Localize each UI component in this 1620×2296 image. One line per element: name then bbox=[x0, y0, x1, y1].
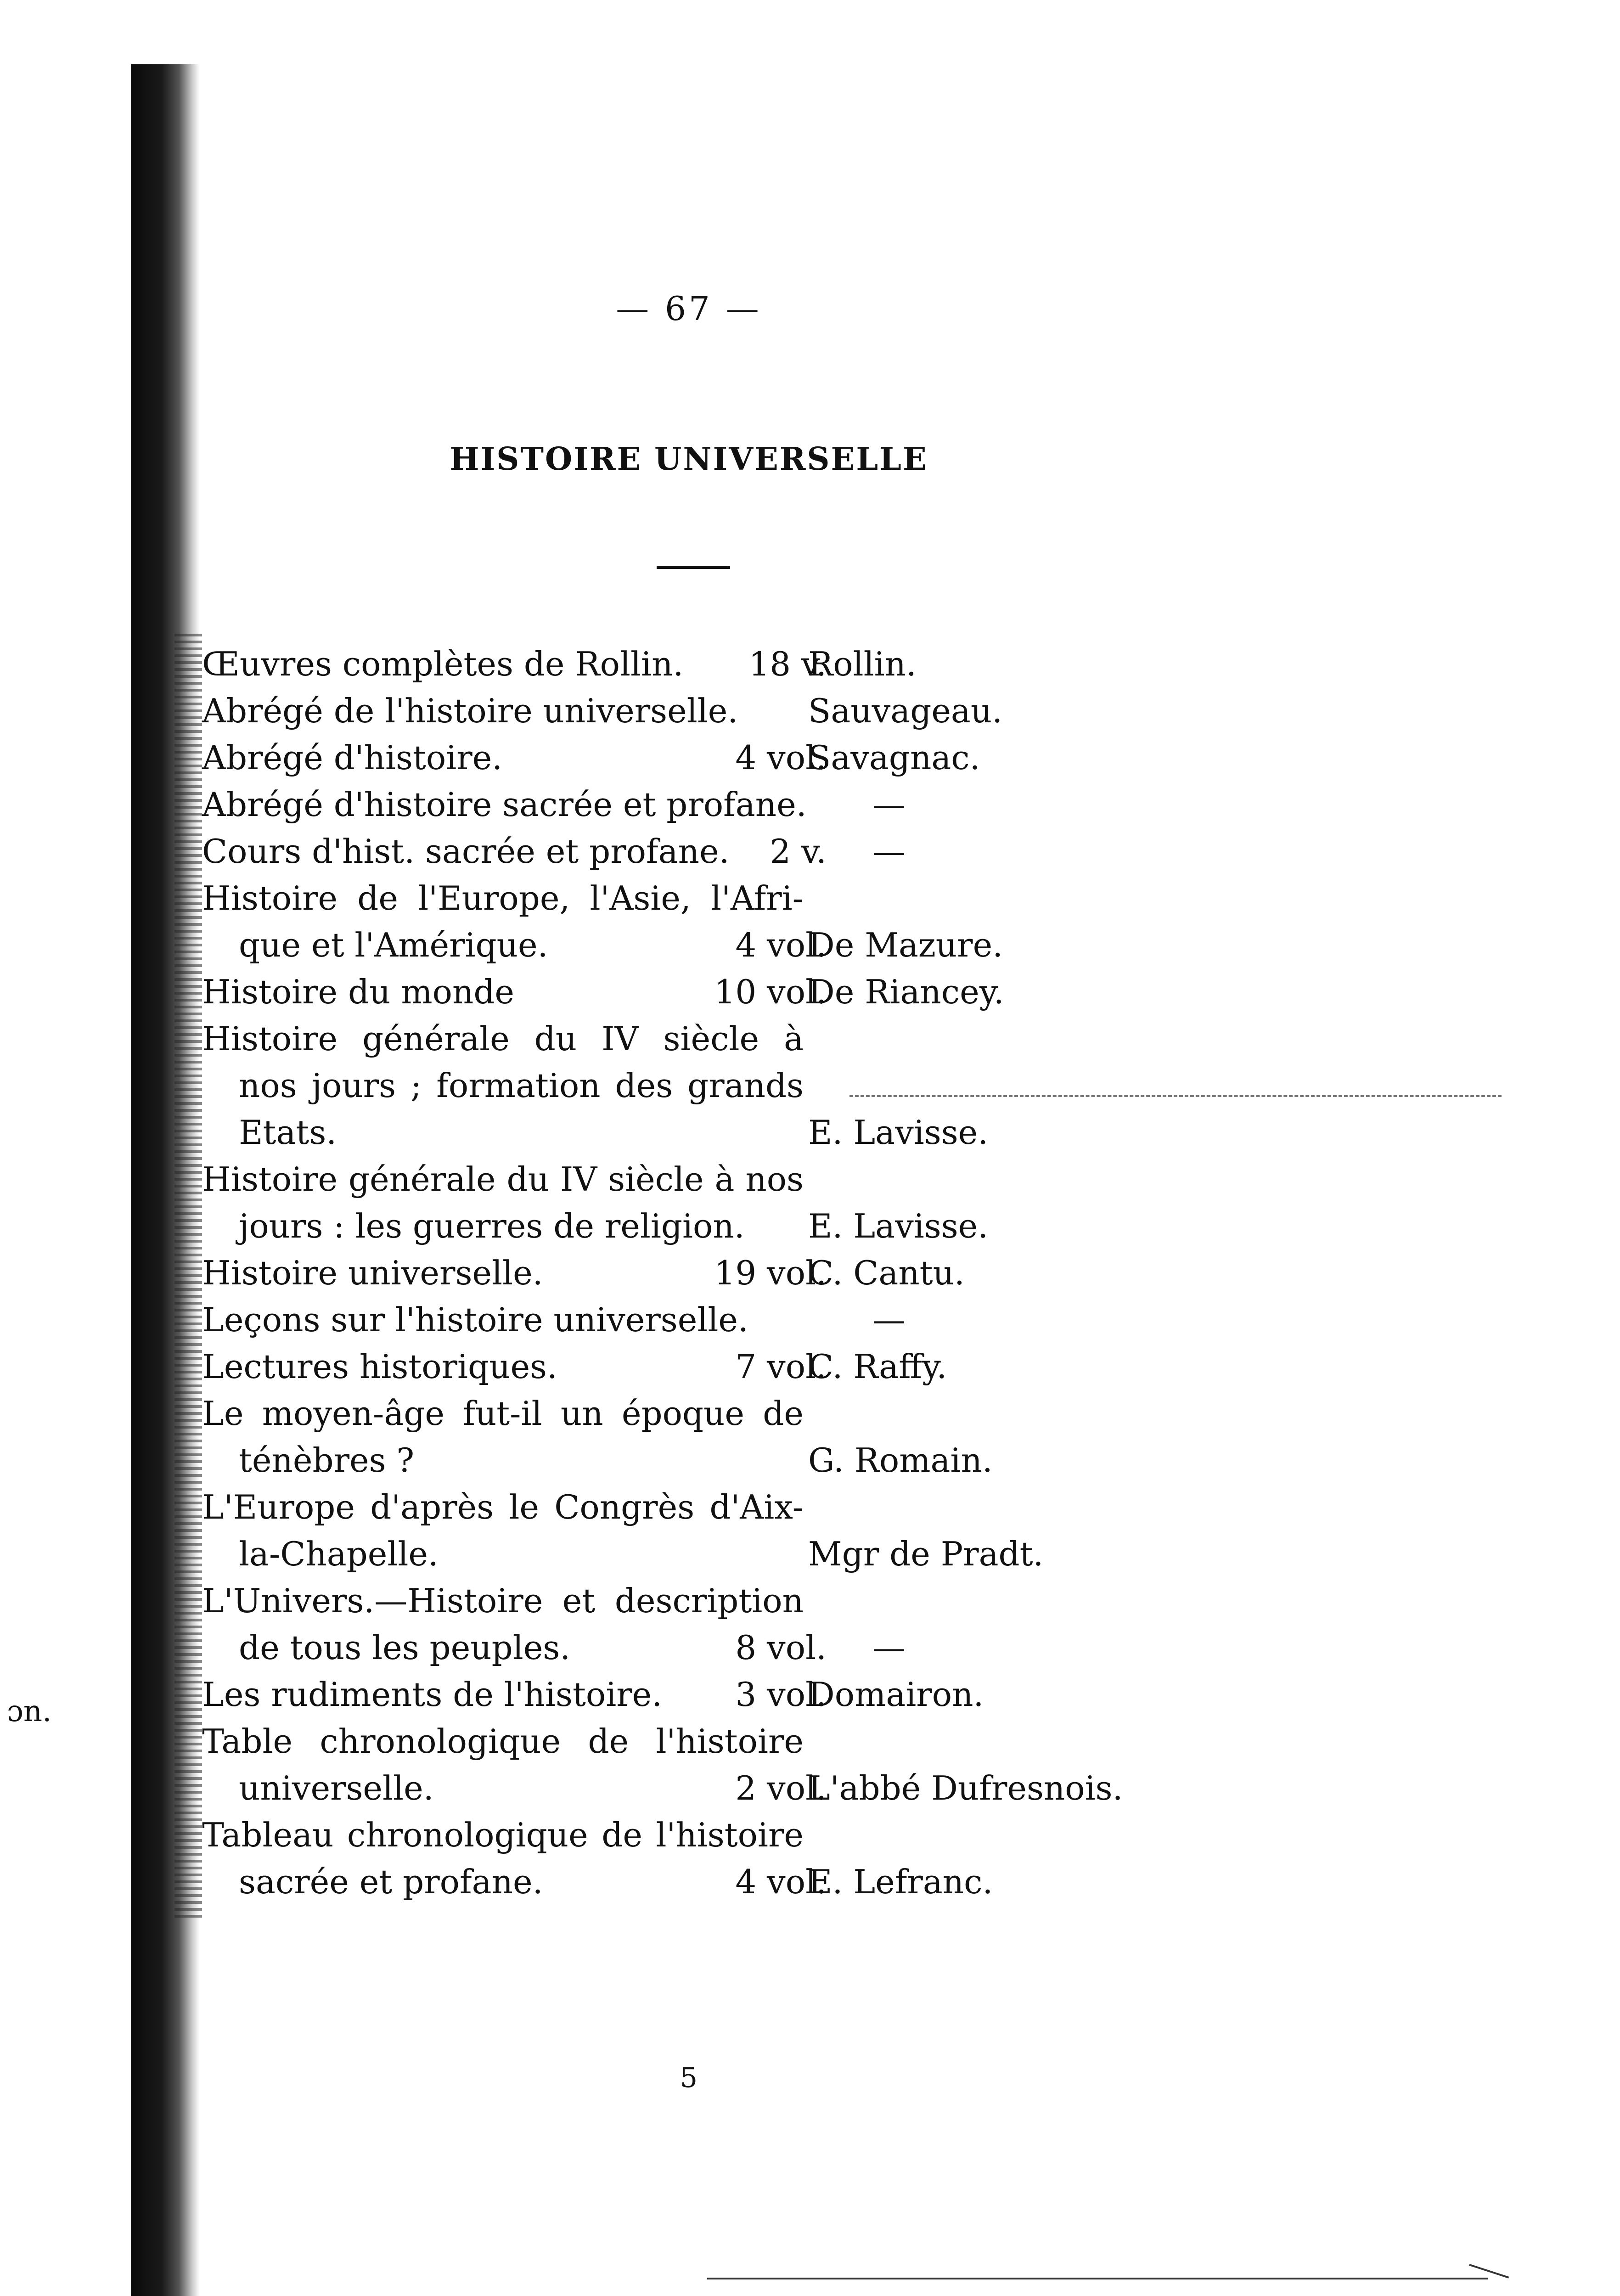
entry-author: Domairon. bbox=[808, 1675, 984, 1714]
entry-title: L'Univers.—Histoire et description bbox=[202, 1581, 804, 1620]
entry-volumes: 2 vol. bbox=[735, 1769, 827, 1807]
entry-author: Sauvageau. bbox=[808, 692, 1003, 730]
entry-volumes: 3 vol. bbox=[735, 1675, 827, 1714]
entry-title: Tableau chronologique de l'histoire bbox=[202, 1816, 804, 1854]
entry-author: L'abbé Dufresnois. bbox=[808, 1769, 1123, 1807]
entry-title: Leçons sur l'histoire universelle. bbox=[202, 1300, 748, 1339]
entry-line bbox=[202, 1437, 1166, 1484]
signature-mark: 5 bbox=[680, 2062, 698, 2094]
entry-volumes: 4 vol. bbox=[735, 1863, 827, 1901]
entry-line bbox=[202, 1531, 1166, 1577]
catalogue-entry bbox=[202, 1577, 1166, 1671]
entry-author: Savagnac. bbox=[808, 738, 980, 777]
entry-line bbox=[202, 828, 1166, 875]
entry-line bbox=[202, 687, 1166, 734]
catalogue-entry bbox=[202, 687, 1166, 734]
entry-line bbox=[202, 922, 1166, 968]
catalogue-entry bbox=[202, 1156, 1166, 1249]
entry-author: — bbox=[872, 1300, 906, 1339]
title-rule bbox=[657, 566, 730, 569]
catalogue-list bbox=[202, 641, 1166, 1905]
entry-line bbox=[202, 1296, 1166, 1343]
entry-title: de tous les peuples. bbox=[239, 1628, 571, 1667]
catalogue-entry bbox=[202, 1249, 1166, 1296]
entry-title: universelle. bbox=[239, 1769, 434, 1807]
entry-author: C. Raffy. bbox=[808, 1347, 947, 1386]
entry-title: Histoire générale du IV siècle à nos bbox=[202, 1160, 804, 1199]
catalogue-entry bbox=[202, 641, 1166, 687]
entry-line bbox=[202, 1858, 1166, 1905]
binding-speckle bbox=[174, 634, 202, 1919]
entry-volumes: 10 vol. bbox=[714, 973, 827, 1011]
entry-line bbox=[202, 1718, 1166, 1765]
bottom-rule-tail bbox=[1469, 2264, 1509, 2279]
entry-volumes: 4 vol. bbox=[735, 926, 827, 964]
catalogue-entry bbox=[202, 1718, 1166, 1812]
entry-title: L'Europe d'après le Congrès d'Aix- bbox=[202, 1488, 804, 1526]
entry-line bbox=[202, 1109, 1166, 1156]
entry-line bbox=[202, 781, 1166, 828]
entry-author: De Riancey. bbox=[808, 973, 1004, 1011]
entry-author: — bbox=[872, 832, 906, 871]
entry-title: Histoire générale du IV siècle à bbox=[202, 1019, 804, 1058]
entry-line bbox=[202, 641, 1166, 687]
entry-line bbox=[202, 1390, 1166, 1437]
entry-title: que et l'Amérique. bbox=[239, 926, 548, 964]
entry-volumes: 18 v. bbox=[748, 645, 827, 683]
entry-author: E. Lavisse. bbox=[808, 1113, 989, 1152]
entry-title: Les rudiments de l'histoire. bbox=[202, 1675, 663, 1714]
catalogue-entry bbox=[202, 1484, 1166, 1577]
catalogue-entry bbox=[202, 1015, 1166, 1156]
entry-title: Le moyen-âge fut-il un époque de bbox=[202, 1394, 804, 1433]
entry-line bbox=[202, 1203, 1166, 1249]
bottom-rule bbox=[707, 2278, 1488, 2279]
entry-title: Histoire du monde bbox=[202, 973, 515, 1011]
entry-author: Rollin. bbox=[808, 645, 917, 683]
entry-author: E. Lavisse. bbox=[808, 1207, 989, 1245]
entry-title: Histoire universelle. bbox=[202, 1254, 543, 1292]
entry-volumes: 4 vol. bbox=[735, 738, 827, 777]
catalogue-entry bbox=[202, 734, 1166, 781]
page-number: — 67 — bbox=[616, 289, 762, 328]
entry-title: Etats. bbox=[239, 1113, 337, 1152]
catalogue-entry bbox=[202, 1812, 1166, 1905]
entry-line bbox=[202, 734, 1166, 781]
entry-line bbox=[202, 1765, 1166, 1812]
section-title: HISTOIRE UNIVERSELLE bbox=[450, 441, 928, 478]
entry-author: — bbox=[872, 1628, 906, 1667]
entry-line bbox=[202, 1812, 1166, 1858]
catalogue-entry bbox=[202, 828, 1166, 875]
entry-title: nos jours ; formation des grands bbox=[239, 1066, 804, 1105]
catalogue-entry bbox=[202, 968, 1166, 1015]
entry-title: Abrégé de l'histoire universelle. bbox=[202, 692, 738, 730]
entry-author: C. Cantu. bbox=[808, 1254, 965, 1292]
entry-title: Abrégé d'histoire. bbox=[202, 738, 503, 777]
entry-title: Lectures historiques. bbox=[202, 1347, 557, 1386]
entry-volumes: 8 vol. bbox=[735, 1628, 827, 1667]
entry-title: Cours d'hist. sacrée et profane. bbox=[202, 832, 730, 871]
entry-line bbox=[202, 1249, 1166, 1296]
entry-line bbox=[202, 875, 1166, 922]
catalogue-entry bbox=[202, 1390, 1166, 1484]
entry-line bbox=[202, 1343, 1166, 1390]
entry-line bbox=[202, 1624, 1166, 1671]
entry-author: — bbox=[872, 785, 906, 824]
entry-line bbox=[202, 968, 1166, 1015]
catalogue-entry bbox=[202, 875, 1166, 968]
entry-line bbox=[202, 1156, 1166, 1203]
entry-title: ténèbres ? bbox=[239, 1441, 415, 1480]
entry-line bbox=[202, 1015, 1166, 1062]
entry-volumes: 7 vol. bbox=[735, 1347, 827, 1386]
entry-author: G. Romain. bbox=[808, 1441, 993, 1480]
entry-author: Mgr de Pradt. bbox=[808, 1535, 1044, 1573]
catalogue-entry bbox=[202, 1671, 1166, 1718]
entry-volumes: 19 vol. bbox=[714, 1254, 827, 1292]
entry-author: De Mazure. bbox=[808, 926, 1003, 964]
entry-title: Histoire de l'Europe, l'Asie, l'Afri- bbox=[202, 879, 804, 917]
entry-title: la-Chapelle. bbox=[239, 1535, 439, 1573]
entry-title: jours : les guerres de religion. bbox=[239, 1207, 745, 1245]
entry-title: sacrée et profane. bbox=[239, 1863, 543, 1901]
catalogue-entry bbox=[202, 1296, 1166, 1343]
entry-title: Table chronologique de l'histoire bbox=[202, 1722, 804, 1761]
entry-line bbox=[202, 1671, 1166, 1718]
entry-title: Abrégé d'histoire sacrée et profane. bbox=[202, 785, 807, 824]
entry-volumes: 2 v. bbox=[770, 832, 827, 871]
entry-line bbox=[202, 1577, 1166, 1624]
catalogue-entry bbox=[202, 781, 1166, 828]
margin-fragment: ɔn. bbox=[7, 1694, 52, 1728]
entry-author: E. Lefranc. bbox=[808, 1863, 993, 1901]
catalogue-entry bbox=[202, 1343, 1166, 1390]
entry-line bbox=[202, 1062, 1166, 1109]
entry-title: Œuvres complètes de Rollin. bbox=[202, 645, 684, 683]
entry-line bbox=[202, 1484, 1166, 1531]
